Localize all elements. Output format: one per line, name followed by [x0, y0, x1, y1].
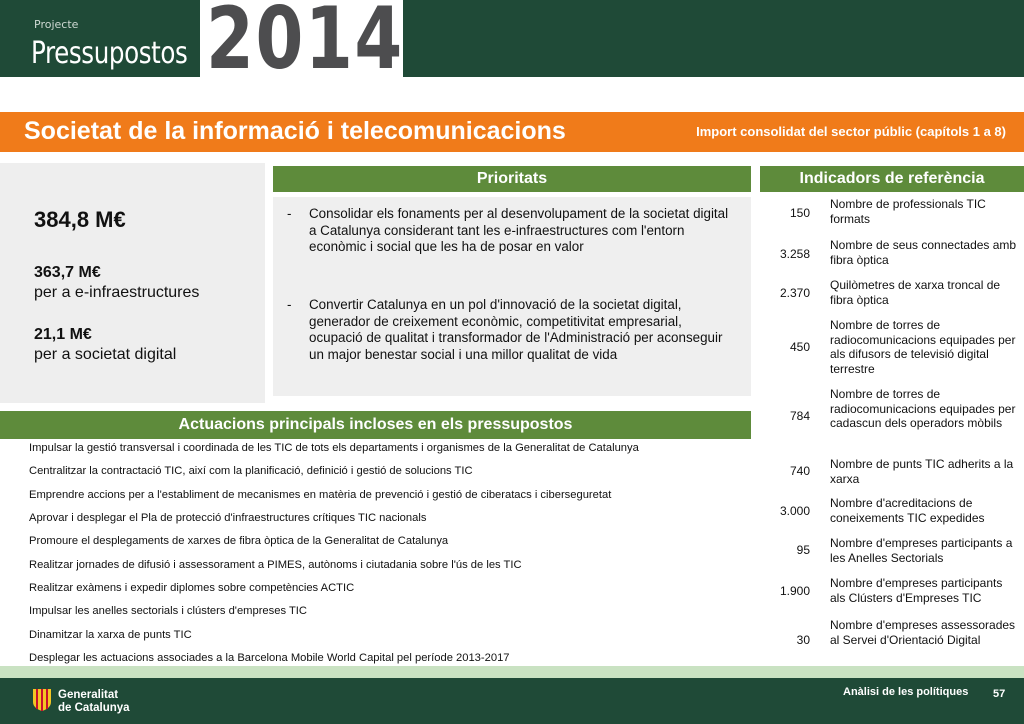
year-label: 2014 [206, 0, 404, 89]
indicator-label: Nombre de torres de radiocomunicacions equipades per als difusors de televisió digital terrestre [830, 318, 1016, 376]
indicator-label: Nombre de professionals TIC formats [830, 197, 986, 226]
indicator-label: Nombre d'empreses participants als Clústers d'Empreses TIC [830, 576, 1003, 605]
infra-amount: 363,7 M€ [34, 264, 101, 281]
header-title-block [0, 0, 200, 77]
action-item: Impulsar la gestió transversal i coordinada de les TIC de tots els departaments i organismes de la Generalitat de Catalunya [29, 442, 639, 454]
action-item: Dinamitzar la xarxa de punts TIC [29, 629, 192, 641]
digital-amount: 21,1 M€ [34, 326, 92, 343]
indicator-label: Nombre de torres de radiocomunicacions equipades per cadascun dels operadors mòbils [830, 387, 1016, 430]
indicator-value: 3.258 [779, 247, 810, 261]
banner-title: Societat de la informació i telecomunicacions [24, 117, 566, 145]
header-subtitle: Projecte [34, 18, 79, 31]
header-title: Pressupostos [31, 36, 188, 71]
indicator-value: 740 [789, 464, 810, 478]
page-footer [0, 678, 1024, 724]
indicator-value: 3.000 [779, 504, 810, 518]
indicator-row [760, 457, 1024, 491]
indicator-value: 95 [796, 543, 810, 557]
generalitat-logo-icon [32, 688, 52, 712]
priorities-header: Prioritats [273, 166, 751, 192]
indicator-label: Nombre d'empreses assessorades al Servei d'Orientació Digital [830, 618, 1016, 647]
indicator-label: Quilòmetres de xarxa troncal de fibra òptica [830, 278, 1001, 307]
indicator-label: Nombre d'empreses participants a les Anelles Sectorials [830, 536, 1013, 565]
digital-label: per a societat digital [34, 346, 177, 363]
indicator-row [760, 618, 1024, 664]
indicator-row [760, 197, 1024, 233]
action-item: Centralitzar la contractació TIC, així com la planificació, definició i gestió de solucions TIC [29, 465, 473, 477]
indicator-row [760, 576, 1024, 610]
indicator-value: 450 [789, 340, 810, 354]
indicators-header: Indicadors de referència [760, 166, 1024, 192]
action-item: Desplegar les actuacions associades a la Barcelona Mobile World Capital pel període 2013-2017 [29, 652, 510, 664]
section-banner [0, 112, 1024, 152]
page-number: 57 [993, 688, 1006, 700]
indicator-row [760, 496, 1024, 530]
indicator-row [760, 387, 1024, 449]
indicator-row [760, 278, 1024, 312]
action-item: Emprendre accions per a l'establiment de mecanismes en matèria de prevenció i gestió de ciberatacs i ciberseguretat [29, 489, 612, 501]
indicator-label: Nombre d'acreditacions de coneixements TIC expedides [830, 496, 985, 525]
action-item: Realitzar jornades de difusió i assessorament a PIMES, autònoms i ciutadania sobre l'ús de les TIC [29, 559, 522, 571]
indicator-row [760, 318, 1024, 380]
summary-panel [0, 163, 265, 403]
bullet-dash: - [287, 297, 292, 312]
indicator-value: 2.370 [779, 286, 810, 300]
action-item: Impulsar les anelles sectorials i clústers d'empreses TIC [29, 605, 307, 617]
priority-text: Consolidar els fonaments per al desenvolupament de la societat digital a Catalunya considerant tant les e-infraestructures com l'entorn econòmic i social que les ha de posar en valor [309, 206, 729, 254]
priorities-panel [273, 197, 751, 396]
indicator-label: Nombre de punts TIC adherits a la xarxa [830, 457, 1014, 486]
indicator-value: 1.900 [779, 584, 810, 598]
bullet-dash: - [287, 206, 292, 221]
priority-item [287, 206, 737, 256]
year-box [200, 0, 404, 89]
indicator-row [760, 536, 1024, 570]
priority-text: Convertir Catalunya en un pol d'innovació de la societat digital, generador de creixement econòmic, competitivitat empresarial, ocupació de qualitat i transformador de l'Administració per aconseguir un major benestar social i una millor qualitat de vida [309, 297, 723, 362]
banner-subtitle: Import consolidat del sector públic (capítols 1 a 8) [696, 124, 1006, 139]
indicator-value: 784 [789, 409, 810, 423]
indicator-value: 150 [789, 206, 810, 220]
footer-section-title: Anàlisi de les polítiques [843, 686, 969, 698]
indicator-label: Nombre de seus connectades amb fibra òptica [830, 238, 1017, 267]
action-item: Aprovar i desplegar el Pla de protecció d'infraestructures crítiques TIC nacionals [29, 512, 427, 524]
indicator-value: 30 [796, 633, 810, 647]
footer-strip [0, 666, 1024, 678]
generalitat-name-line1: Generalitat [58, 689, 119, 701]
indicator-row [760, 238, 1024, 272]
action-item: Realitzar exàmens i expedir diplomes sobre competències ACTIC [29, 582, 355, 594]
infra-label: per a e-infraestructures [34, 284, 200, 301]
generalitat-name-line2: de Catalunya [58, 702, 130, 714]
priority-item [287, 297, 737, 363]
total-amount: 384,8 M€ [34, 207, 126, 232]
action-item: Promoure el desplegaments de xarxes de fibra òptica de la Generalitat de Catalunya [29, 535, 449, 547]
actions-header: Actuacions principals incloses en els pressupostos [0, 411, 751, 439]
